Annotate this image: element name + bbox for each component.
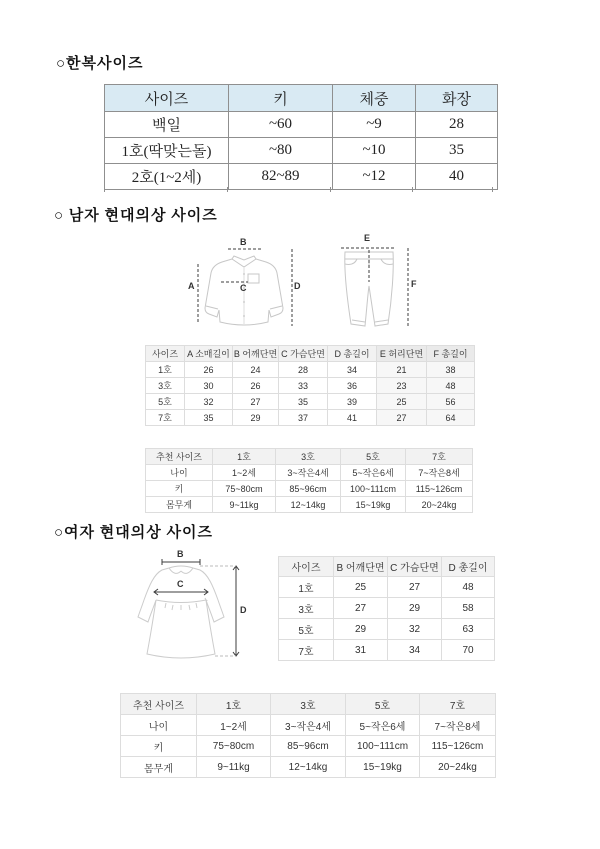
- table-cell: 41: [328, 410, 377, 426]
- table-cell: 35: [185, 410, 233, 426]
- mens-fit-table: [145, 448, 473, 513]
- table-cell: 29: [388, 598, 442, 619]
- measure-label-e: E: [364, 233, 371, 243]
- column-header: 5호: [346, 694, 420, 715]
- table-row: [146, 465, 473, 481]
- measure-label-c: C: [240, 283, 247, 293]
- table-cell: 32: [388, 619, 442, 640]
- table-cell: ~60: [229, 112, 333, 138]
- table-column-stubs: [104, 187, 493, 192]
- womens-measurement-table: [278, 556, 495, 661]
- table-cell: 키: [146, 481, 213, 497]
- table-cell: 82~89: [229, 164, 333, 190]
- column-header: 1호: [197, 694, 271, 715]
- table-cell: 27: [388, 577, 442, 598]
- dress-illustration: [116, 550, 246, 662]
- table-cell: 30: [185, 378, 233, 394]
- table-cell: 100~111cm: [346, 736, 420, 757]
- table-cell: ~80: [229, 138, 333, 164]
- table-cell: 29: [334, 619, 388, 640]
- table-cell: 32: [185, 394, 233, 410]
- table-row: [146, 362, 475, 378]
- column-header: 사이즈: [105, 85, 229, 112]
- table-cell: 40: [416, 164, 498, 190]
- column-header: D 총길이: [328, 346, 377, 362]
- column-header: F 총길이: [427, 346, 475, 362]
- measure-label-a: A: [188, 281, 195, 291]
- table-cell: 3~작은4세: [271, 715, 346, 736]
- table-row: [146, 394, 475, 410]
- column-header: A 소매길이: [185, 346, 233, 362]
- table-cell: 20~24kg: [406, 497, 473, 513]
- table-cell: 31: [334, 640, 388, 661]
- table-row: [279, 619, 495, 640]
- table-cell: 36: [328, 378, 377, 394]
- table-cell: 48: [442, 577, 495, 598]
- table-row: [105, 164, 498, 190]
- table-cell: 1호(딱맞는돌): [105, 138, 229, 164]
- table-cell: 64: [427, 410, 475, 426]
- hanbok-size-title: ○한복사이즈: [56, 56, 144, 72]
- table-cell: 75~80cm: [197, 736, 271, 757]
- table-cell: 1호: [279, 577, 334, 598]
- table-row: [121, 757, 496, 778]
- table-cell: 20~24kg: [420, 757, 496, 778]
- column-header: 7호: [420, 694, 496, 715]
- table-cell: 1호: [146, 362, 185, 378]
- table-cell: 12~14kg: [276, 497, 341, 513]
- table-cell: 12~14kg: [271, 757, 346, 778]
- table-cell: 34: [388, 640, 442, 661]
- table-cell: 28: [279, 362, 328, 378]
- header-row: [105, 85, 498, 112]
- womens-fit-table: [120, 693, 496, 778]
- table-cell: 38: [427, 362, 475, 378]
- column-header: 7호: [406, 449, 473, 465]
- header-row: [146, 449, 473, 465]
- table-cell: 115~126cm: [420, 736, 496, 757]
- table-cell: 9~11kg: [197, 757, 271, 778]
- table-cell: 26: [233, 378, 279, 394]
- column-header: E 허리단면: [377, 346, 427, 362]
- column-header: 3호: [276, 449, 341, 465]
- table-cell: 23: [377, 378, 427, 394]
- table-row: [121, 715, 496, 736]
- table-cell: 24: [233, 362, 279, 378]
- pants-illustration: [330, 234, 416, 332]
- table-cell: 34: [328, 362, 377, 378]
- table-cell: 7호: [279, 640, 334, 661]
- table-cell: 7~작은8세: [420, 715, 496, 736]
- table-cell: 5호: [146, 394, 185, 410]
- table-cell: 48: [427, 378, 475, 394]
- measure-label-d: D: [240, 605, 247, 615]
- table-cell: 21: [377, 362, 427, 378]
- table-cell: 27: [334, 598, 388, 619]
- measure-label-f: F: [411, 279, 417, 289]
- table-cell: 63: [442, 619, 495, 640]
- table-cell: 3호: [146, 378, 185, 394]
- column-header: 사이즈: [279, 557, 334, 577]
- column-header: 추천 사이즈: [146, 449, 213, 465]
- table-row: [146, 410, 475, 426]
- table-row: [146, 497, 473, 513]
- table-cell: 15~19kg: [341, 497, 406, 513]
- header-row: [279, 557, 495, 577]
- table-cell: 100~111cm: [341, 481, 406, 497]
- column-header: 키: [229, 85, 333, 112]
- table-cell: 1~2세: [197, 715, 271, 736]
- table-cell: 70: [442, 640, 495, 661]
- table-cell: 39: [328, 394, 377, 410]
- table-cell: 29: [233, 410, 279, 426]
- table-cell: ~10: [333, 138, 416, 164]
- table-cell: 나이: [121, 715, 197, 736]
- column-header: 3호: [271, 694, 346, 715]
- table-cell: 26: [185, 362, 233, 378]
- column-header: B 어깨단면: [233, 346, 279, 362]
- table-row: [279, 577, 495, 598]
- table-cell: ~9: [333, 112, 416, 138]
- dress-diagram: [116, 550, 246, 662]
- measure-label-d: D: [294, 281, 301, 291]
- table-cell: 37: [279, 410, 328, 426]
- table-cell: 5호: [279, 619, 334, 640]
- table-cell: 28: [416, 112, 498, 138]
- column-header: C 가슴단면: [388, 557, 442, 577]
- column-header: 화장: [416, 85, 498, 112]
- table-cell: 115~126cm: [406, 481, 473, 497]
- table-cell: 7~작은8세: [406, 465, 473, 481]
- table-row: [105, 112, 498, 138]
- table-cell: 85~96cm: [276, 481, 341, 497]
- header-row: [146, 346, 475, 362]
- column-header: B 어깨단면: [334, 557, 388, 577]
- column-header: 체중: [333, 85, 416, 112]
- mens-measurement-table: [145, 345, 475, 426]
- table-cell: 27: [233, 394, 279, 410]
- table-cell: 9~11kg: [213, 497, 276, 513]
- table-cell: 56: [427, 394, 475, 410]
- table-cell: 35: [279, 394, 328, 410]
- table-row: [146, 378, 475, 394]
- measure-label-b: B: [240, 237, 247, 247]
- column-header: 5호: [341, 449, 406, 465]
- table-cell: 35: [416, 138, 498, 164]
- womens-size-title: ○여자 현대의상 사이즈: [54, 525, 213, 541]
- mens-size-title: ○ 남자 현대의상 사이즈: [54, 208, 218, 224]
- column-header: C 가슴단면: [279, 346, 328, 362]
- table-cell: 33: [279, 378, 328, 394]
- pants-diagram: [330, 234, 416, 332]
- table-cell: 15~19kg: [346, 757, 420, 778]
- table-row: [121, 736, 496, 757]
- header-row: [121, 694, 496, 715]
- column-header: 1호: [213, 449, 276, 465]
- table-cell: 1~2세: [213, 465, 276, 481]
- table-cell: 5~작은6세: [346, 715, 420, 736]
- table-cell: 7호: [146, 410, 185, 426]
- table-cell: 3~작은4세: [276, 465, 341, 481]
- table-cell: 58: [442, 598, 495, 619]
- table-cell: 27: [377, 410, 427, 426]
- measure-label-b: B: [177, 549, 184, 559]
- column-header: 추천 사이즈: [121, 694, 197, 715]
- table-cell: 2호(1~2세): [105, 164, 229, 190]
- table-row: [146, 481, 473, 497]
- hanbok-size-table: [104, 84, 498, 190]
- table-cell: 25: [377, 394, 427, 410]
- table-cell: 키: [121, 736, 197, 757]
- measure-label-c: C: [177, 579, 184, 589]
- column-header: 사이즈: [146, 346, 185, 362]
- table-cell: ~12: [333, 164, 416, 190]
- table-cell: 25: [334, 577, 388, 598]
- table-cell: 85~96cm: [271, 736, 346, 757]
- shirt-diagram: [188, 238, 300, 332]
- table-cell: 나이: [146, 465, 213, 481]
- table-cell: 3호: [279, 598, 334, 619]
- table-row: [279, 598, 495, 619]
- table-cell: 백일: [105, 112, 229, 138]
- table-row: [105, 138, 498, 164]
- table-row: [279, 640, 495, 661]
- table-cell: 몸무게: [146, 497, 213, 513]
- column-header: D 총길이: [442, 557, 495, 577]
- table-cell: 5~작은6세: [341, 465, 406, 481]
- table-cell: 75~80cm: [213, 481, 276, 497]
- table-cell: 몸무게: [121, 757, 197, 778]
